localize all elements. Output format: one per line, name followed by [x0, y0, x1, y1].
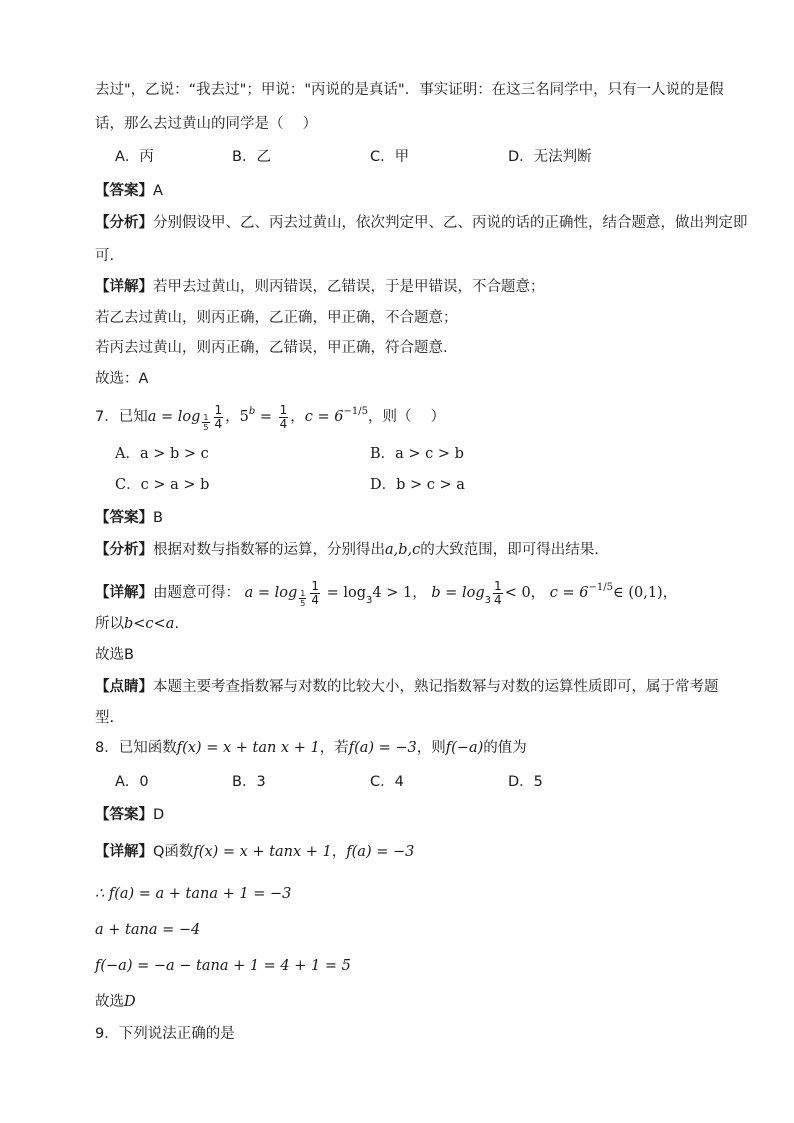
q6-detail-line-2: 若乙去过黄山，则丙正确，乙正确，甲正确，不合题意；	[95, 310, 458, 326]
detail-tag: 【详解】	[95, 279, 153, 295]
q7-comment-line-1: 【点睛】本题主要考查指数幂与对数的比较大小，熟记指数幂与对数的运算性质即可，属于常考题	[95, 679, 719, 695]
q7-detail: 【详解】由题意可得： a = log $\frac{1}{5}$ $\frac{1}{4}$ = $\log_34 > 1$， $b = \log_3$ $\frac{1}{4}$ < 0， $c = 6^{-1/5}\in$ (0,1)，	[95, 578, 678, 608]
q8-choose: 故选D	[95, 994, 136, 1010]
q7-b-exponent: b	[248, 406, 256, 417]
q6-stem-line-1: 去过"，乙说：“我去过"；甲说："丙说的是真话"．事实证明：在这三名同学中，只有一人说的是假	[95, 82, 724, 98]
q6-option-a: A．丙	[115, 149, 154, 165]
q7-prefix: 7．已知	[95, 409, 148, 425]
q6-choose: 故选：A	[95, 371, 149, 387]
q7-then: ，则（ ）	[368, 409, 446, 425]
q7-option-d: D．b > c > a	[370, 477, 465, 493]
q6-analysis-line-2: 可.	[95, 248, 115, 264]
analysis-tag: 【分析】	[95, 542, 153, 558]
answer-value: D	[153, 807, 165, 823]
q6-option-d: D．无法判断	[508, 149, 592, 165]
q6-stem-line-2: 话，那么去过黄山的同学是（ ）	[95, 116, 318, 132]
q7-log-base: $\frac{1}{5}$	[203, 413, 209, 432]
q8-step-1: ∴ f(a) = a + tana + 1 = −3	[95, 886, 292, 902]
q7-option-b: B．a > c > b	[370, 446, 464, 462]
q7-analysis: 【分析】根据对数与指数幂的运算，分别得出a,b,c的大致范围，即可得出结果.	[95, 542, 599, 558]
q7-choose: 故选B	[95, 647, 134, 663]
q7-a-eq: a = log	[147, 409, 201, 425]
answer-tag: 【答案】	[95, 510, 153, 526]
answer-value: B	[153, 510, 163, 526]
q7-c-eq: c = 6	[304, 409, 344, 425]
q6-analysis-line-1	[95, 213, 748, 233]
q8-detail: 【详解】Q函数f(x) = x + tanx + 1，f(a) = −3	[95, 844, 415, 860]
comment-tag: 【点睛】	[95, 679, 153, 695]
q6-option-b: B．乙	[232, 149, 271, 165]
q8-option-b: B．3	[232, 774, 266, 790]
q8-option-c: C．4	[370, 774, 404, 790]
q8-ask: f(−a)	[445, 740, 484, 756]
q8-condition: f(a) = −3	[348, 740, 417, 756]
q6-detail-line-1	[95, 277, 545, 297]
analysis-text: 分别假设甲、乙、丙去过黄山，依次判定甲、乙、丙说的话的正确性，结合题意，做出判定即	[153, 215, 748, 231]
q7-conclusion: 所以b<c<a.	[95, 616, 179, 632]
q7-vars: a,b,c	[385, 542, 421, 558]
q7-stem: 7．已知a = log $\frac{1}{5}$ $\frac{1}{4}$ ，$5^b$ = $\frac{1}{4}$ ，$c = 6^{-1/5}$，则（ ）	[95, 402, 446, 432]
q8-step-3: f(−a) = −a − tana + 1 = 4 + 1 = 5	[95, 958, 351, 974]
q8-option-a: A．0	[115, 774, 149, 790]
q8-function: f(x) = x + tan x + 1	[176, 740, 320, 756]
q7-quarter-2: $\frac{1}{4}$	[279, 402, 288, 431]
q8-stem: 8．已知函数f(x) = x + tan x + 1，若f(a) = −3，则f(−a)的值为	[95, 740, 527, 756]
q7-option-c: C．c > a > b	[115, 477, 210, 493]
answer-value: A	[153, 183, 163, 199]
q6-detail-line-3: 若丙去过黄山，则丙正确，乙错误，甲正确，符合题意.	[95, 340, 448, 356]
q6-option-c: C．甲	[370, 149, 410, 165]
q9-title: 9．下列说法正确的是	[95, 1026, 235, 1042]
answer-tag: 【答案】	[95, 807, 153, 823]
detail-tag: 【详解】	[95, 844, 153, 860]
q7-quarter: $\frac{1}{4}$	[214, 402, 223, 431]
analysis-tag: 【分析】	[95, 215, 153, 231]
q7-c-exponent: −1/5	[343, 406, 368, 417]
q7-comment-line-2: 型.	[95, 710, 115, 726]
q6-answer	[95, 181, 163, 201]
q7-option-a: A．a > b > c	[115, 446, 209, 462]
q7-five: 5	[239, 409, 249, 425]
detail-text: 若甲去过黄山，则丙错误，乙错误，于是甲错误，不合题意；	[153, 279, 545, 295]
q8-step-2: a + tana = −4	[95, 922, 201, 938]
q8-option-d: D．5	[508, 774, 543, 790]
q8-answer	[95, 805, 164, 825]
answer-tag: 【答案】	[95, 183, 153, 199]
q7-answer	[95, 508, 163, 528]
detail-tag: 【详解】	[95, 585, 153, 601]
